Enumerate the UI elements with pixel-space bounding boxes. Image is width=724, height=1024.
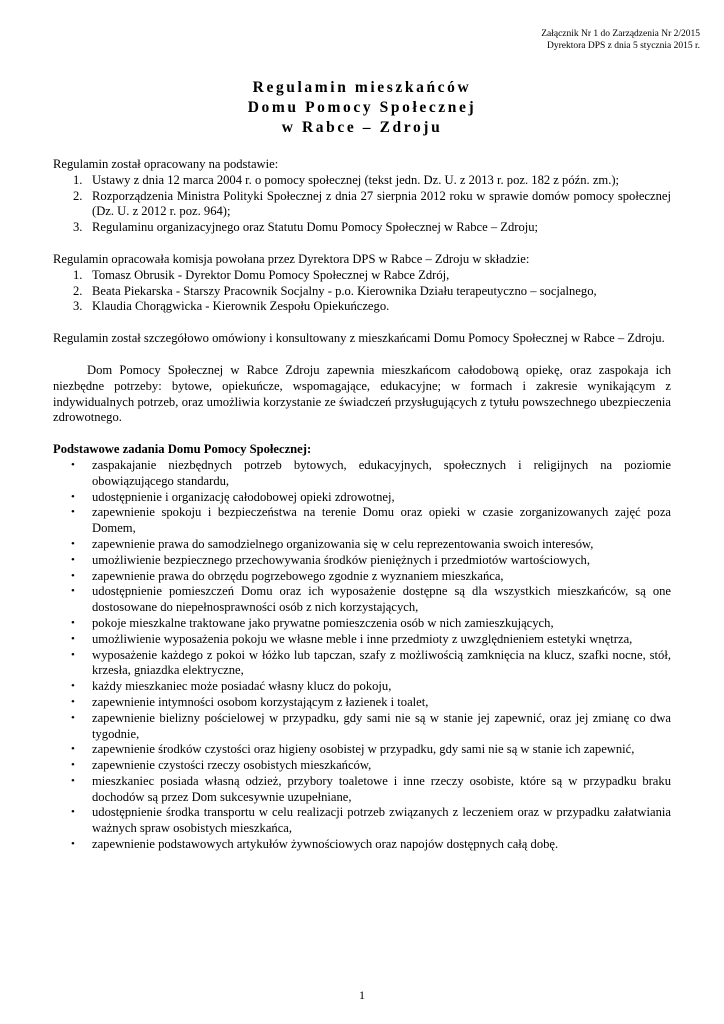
list-item: • każdy mieszkaniec może posiadać własny klucz do pokoju, [71, 679, 392, 694]
list-item: 2. Rozporządzenia Ministra Polityki Społecznej z dnia 27 sierpnia 2012 roku w sprawie domów pomocy społecznej (Dz. U. z 2012 r. poz. 964); [73, 188, 671, 219]
list-item: • udostępnienie i organizację całodobowej opieki zdrowotnej, [71, 489, 395, 504]
bullet-icon: • [71, 648, 75, 661]
bullet-icon: • [71, 553, 75, 566]
list-item: • zapewnienie środków czystości oraz higieny osobistej w przypadku, gdy sami nie są w stanie ich zapewnić, [71, 742, 635, 757]
list-item: • wyposażenie każdego z pokoi w łóżko lub tapczan, szafy z możliwością zamknięcia na klucz, szafki nocne, stół, krzesła, gniazdka elektryczne, [71, 647, 671, 678]
list-item: • zapewnienie spokoju i bezpieczeństwa na terenie Domu oraz opieki w czasie zorganizowanych zajęć poza Domem, [71, 505, 671, 536]
bullet-icon: • [71, 458, 75, 471]
list-item: • pokoje mieszkalne traktowane jako prywatne pomieszczenia osób w nich zamieszkujących, [71, 615, 554, 630]
tasks-heading: Podstawowe zadania Domu Pomocy Społecznej: [53, 442, 312, 457]
attachment-note-line-1: Załącznik Nr 1 do Zarządzenia Nr 2/2015 [541, 29, 700, 39]
commission-intro: Regulamin opracowała komisja powołana przez Dyrektora DPS w Rabce – Zdroju w składzie: [53, 251, 530, 266]
list-item: • zaspakajanie niezbędnych potrzeb bytowych, edukacyjnych, społecznych i religijnych na poziomie obowiązującego standardu, [71, 457, 671, 488]
list-item: • umożliwienie wyposażenia pokoju we własne meble i inne przedmioty z uwzględnieniem estetyki wnętrza, [71, 631, 633, 646]
document-body [53, 157, 671, 853]
list-item: 3. Klaudia Chorągwicka - Kierownik Zespołu Opiekuńczego. [73, 299, 390, 314]
list-item: • zapewnienie podstawowych artykułów żywnościowych oraz napojów dostępnych całą dobę. [71, 837, 559, 852]
basis-intro: Regulamin został opracowany na podstawie: [53, 157, 279, 171]
bullet-icon: • [71, 743, 75, 756]
list-item: • zapewnienie bielizny pościelowej w przypadku, gdy sami nie są w stanie jej zapewnić, oraz jej zmianę co dwa tygodnie, [71, 710, 671, 741]
title-line-2: Domu Pomocy Społecznej [247, 99, 477, 116]
list-item: 3. Regulaminu organizacyjnego oraz Statutu Domu Pomocy Społecznej w Rabce – Zdroju; [73, 220, 539, 235]
page-number: 1 [359, 988, 365, 1002]
list-item: • umożliwienie bezpiecznego przechowywania środków pieniężnych i przedmiotów wartościowych, [71, 552, 590, 567]
bullet-icon: • [71, 569, 75, 582]
bullet-icon: • [71, 585, 75, 598]
attachment-note-line-2: Dyrektora DPS z dnia 5 stycznia 2015 r. [546, 41, 700, 51]
list-item: • zapewnienie czystości rzeczy osobistych mieszkańców, [71, 758, 372, 773]
provision-paragraph: Dom Pomocy Społecznej w Rabce Zdroju zapewnia mieszkańcom całodobową opiekę, oraz zaspokaja ich niezbędne potrzeby: bytowe, opiekuńcze, wspomagające, edukacyjne; w formach i zakresie wynikającym z indywidualnych potrzeb, oraz umożliwia korzystanie ze świadczeń przysługujących z tytułu powszechnego ubezpieczenia zdrowotnego. [53, 362, 671, 425]
bullet-icon: • [71, 806, 75, 819]
attachment-note [541, 28, 700, 52]
bullet-icon: • [71, 838, 75, 851]
bullet-icon: • [71, 616, 75, 629]
list-item: • udostępnienie pomieszczeń Domu oraz ich wyposażenie dostępne są dla wszystkich mieszkańców, są one dostosowane do niepełnosprawności osób z nich korzystających, [71, 584, 671, 615]
bullet-icon: • [71, 537, 75, 550]
bullet-icon: • [71, 759, 75, 772]
title-line-3: w Rabce – Zdroju [281, 119, 443, 136]
bullet-icon: • [71, 632, 75, 645]
bullet-icon: • [71, 774, 75, 787]
list-item: 1. Tomasz Obrusik - Dyrektor Domu Pomocy Społecznej w Rabce Zdrój, [73, 267, 450, 282]
list-item: • udostępnienie środka transportu w celu realizacji potrzeb związanych z leczeniem oraz w przypadku załatwiania ważnych spraw osobistych mieszkańca, [71, 805, 671, 836]
list-item: • zapewnienie prawa do samodzielnego organizowania się w celu reprezentowania swoich interesów, [71, 536, 594, 551]
list-item: 1. Ustawy z dnia 12 marca 2004 r. o pomocy społecznej (tekst jedn. Dz. U. z 2013 r. poz. 182 z późn. zm.); [73, 172, 620, 187]
bullet-icon: • [71, 490, 75, 503]
basis-list [53, 173, 671, 236]
list-item: • mieszkaniec posiada własną odzież, przybory toaletowe i inne rzeczy osobiste, które są w przypadku braku dochodów są przez Dom sukcesywnie uzupełniane, [71, 773, 671, 804]
bullet-icon: • [71, 711, 75, 724]
bullet-icon: • [71, 680, 75, 693]
bullet-icon: • [71, 695, 75, 708]
list-item: • zapewnienie prawa do obrzędu pogrzebowego zgodnie z wyznaniem mieszkańca, [71, 568, 504, 583]
document-title [0, 78, 724, 138]
consultation-paragraph: Regulamin został szczegółowo omówiony i konsultowany z mieszkańcami Domu Pomocy Społecznej w Rabce – Zdroju. [53, 331, 665, 346]
commission-list [53, 268, 671, 315]
list-item: 2. Beata Piekarska - Starszy Pracownik Socjalny - p.o. Kierownika Działu terapeutyczno – socjalnego, [73, 283, 597, 298]
bullet-icon: • [71, 506, 75, 519]
title-line-1: Regulamin mieszkańców [252, 79, 472, 96]
list-item: • zapewnienie intymności osobom korzystającym z łazienek i toalet, [71, 694, 429, 709]
tasks-list [53, 458, 671, 853]
